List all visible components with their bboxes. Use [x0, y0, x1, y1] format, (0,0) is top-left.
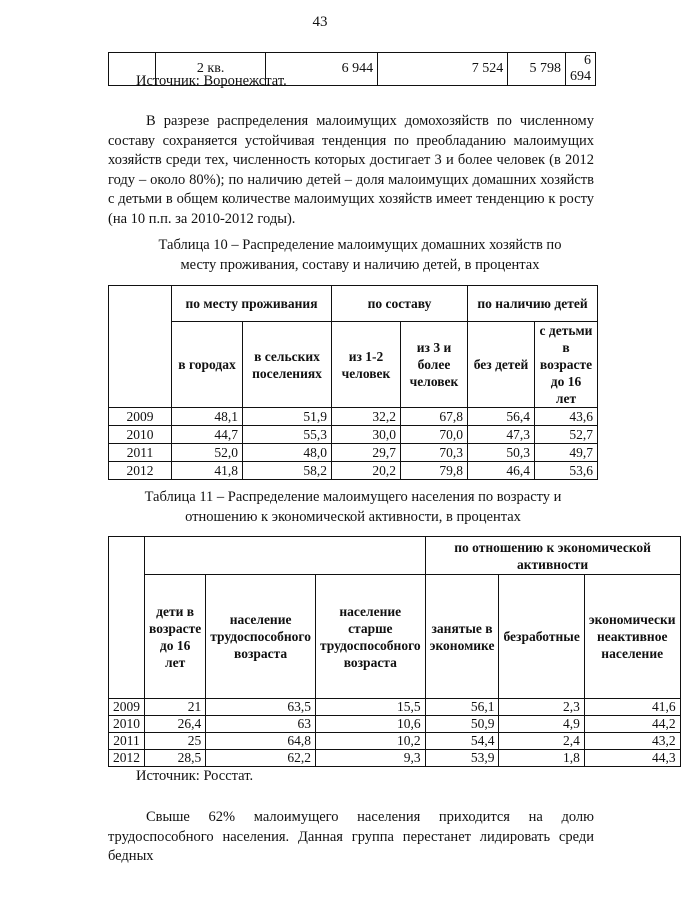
page-number: 43: [312, 14, 328, 30]
table-row: 2010 44,7 55,3 30,0 70,0 47,3 52,7: [109, 426, 598, 444]
source-note: Источник: Росстат.: [136, 768, 254, 784]
table-caption: Таблица 11 – Распределение малоимущего населения по возрасту и отношению к экономической активности, в процентах: [144, 489, 562, 525]
column-header: безработные: [499, 575, 584, 699]
source-note: Источник: Воронежстат.: [136, 73, 287, 89]
column-header: население старше трудоспособного возраста: [315, 575, 425, 699]
table-row: 2010 26,4 63 10,6 50,9 4,9 44,2: [109, 716, 681, 733]
table-row: 2009 48,1 51,9 32,2 67,8 56,4 43,6: [109, 408, 598, 426]
column-header: в сельских поселениях: [243, 322, 332, 408]
table-cell: 6 694: [566, 53, 596, 86]
header-group: по отношению к экономической активности: [425, 537, 680, 575]
column-header: из 3 и более человек: [401, 322, 468, 408]
body-paragraph: В разрезе распределения малоимущих домохозяйств по численному составу сохраняется устойчивая тенденция по преобладанию малоимущих хозяйств среди тех, численность которых достигает 3 и более человек (в 2012 году – около 80%); по наличию детей – доля малоимущих домашних хозяйств с детьми в общем количестве малоимущих хозяйств имеет тенденцию к росту (на 10 п.п. за 2010-2012 годы).: [108, 113, 594, 227]
table-row: 2011 52,0 48,0 29,7 70,3 50,3 49,7: [109, 444, 598, 462]
table-cell: 7 524: [378, 53, 508, 86]
table-cell: 5 798: [508, 53, 566, 86]
header-group: по месту проживания: [172, 286, 332, 322]
column-header: с детьми в возрасте до 16 лет: [535, 322, 598, 408]
table-caption: Таблица 10 – Распределение малоимущих домашних хозяйств по месту проживания, составу и наличию детей, в процентах: [158, 237, 562, 273]
table-11: [108, 536, 681, 767]
column-header: в городах: [172, 322, 243, 408]
column-header: дети в возрасте до 16 лет: [145, 575, 206, 699]
table-cell: 6 944: [266, 53, 378, 86]
column-header: экономически неактивное население: [584, 575, 680, 699]
table-10: [108, 285, 598, 480]
table-row: 2012 41,8 58,2 20,2 79,8 46,4 53,6: [109, 462, 598, 480]
table-row: 2012 28,5 62,2 9,3 53,9 1,8 44,3: [109, 750, 681, 767]
table-row: 2011 25 64,8 10,2 54,4 2,4 43,2: [109, 733, 681, 750]
column-header: занятые в экономике: [425, 575, 499, 699]
header-group: по наличию детей: [468, 286, 598, 322]
header-group: по составу: [332, 286, 468, 322]
table-row: 2009 21 63,5 15,5 56,1 2,3 41,6: [109, 699, 681, 716]
column-header: из 1-2 человек: [332, 322, 401, 408]
column-header: население трудоспособного возраста: [206, 575, 316, 699]
table-cell: 2 кв.: [156, 53, 266, 86]
body-paragraph: Свыше 62% малоимущего населения приходится на долю трудоспособного населения. Данная группа перестанет лидировать среди бедных: [108, 809, 594, 865]
column-header: без детей: [468, 322, 535, 408]
